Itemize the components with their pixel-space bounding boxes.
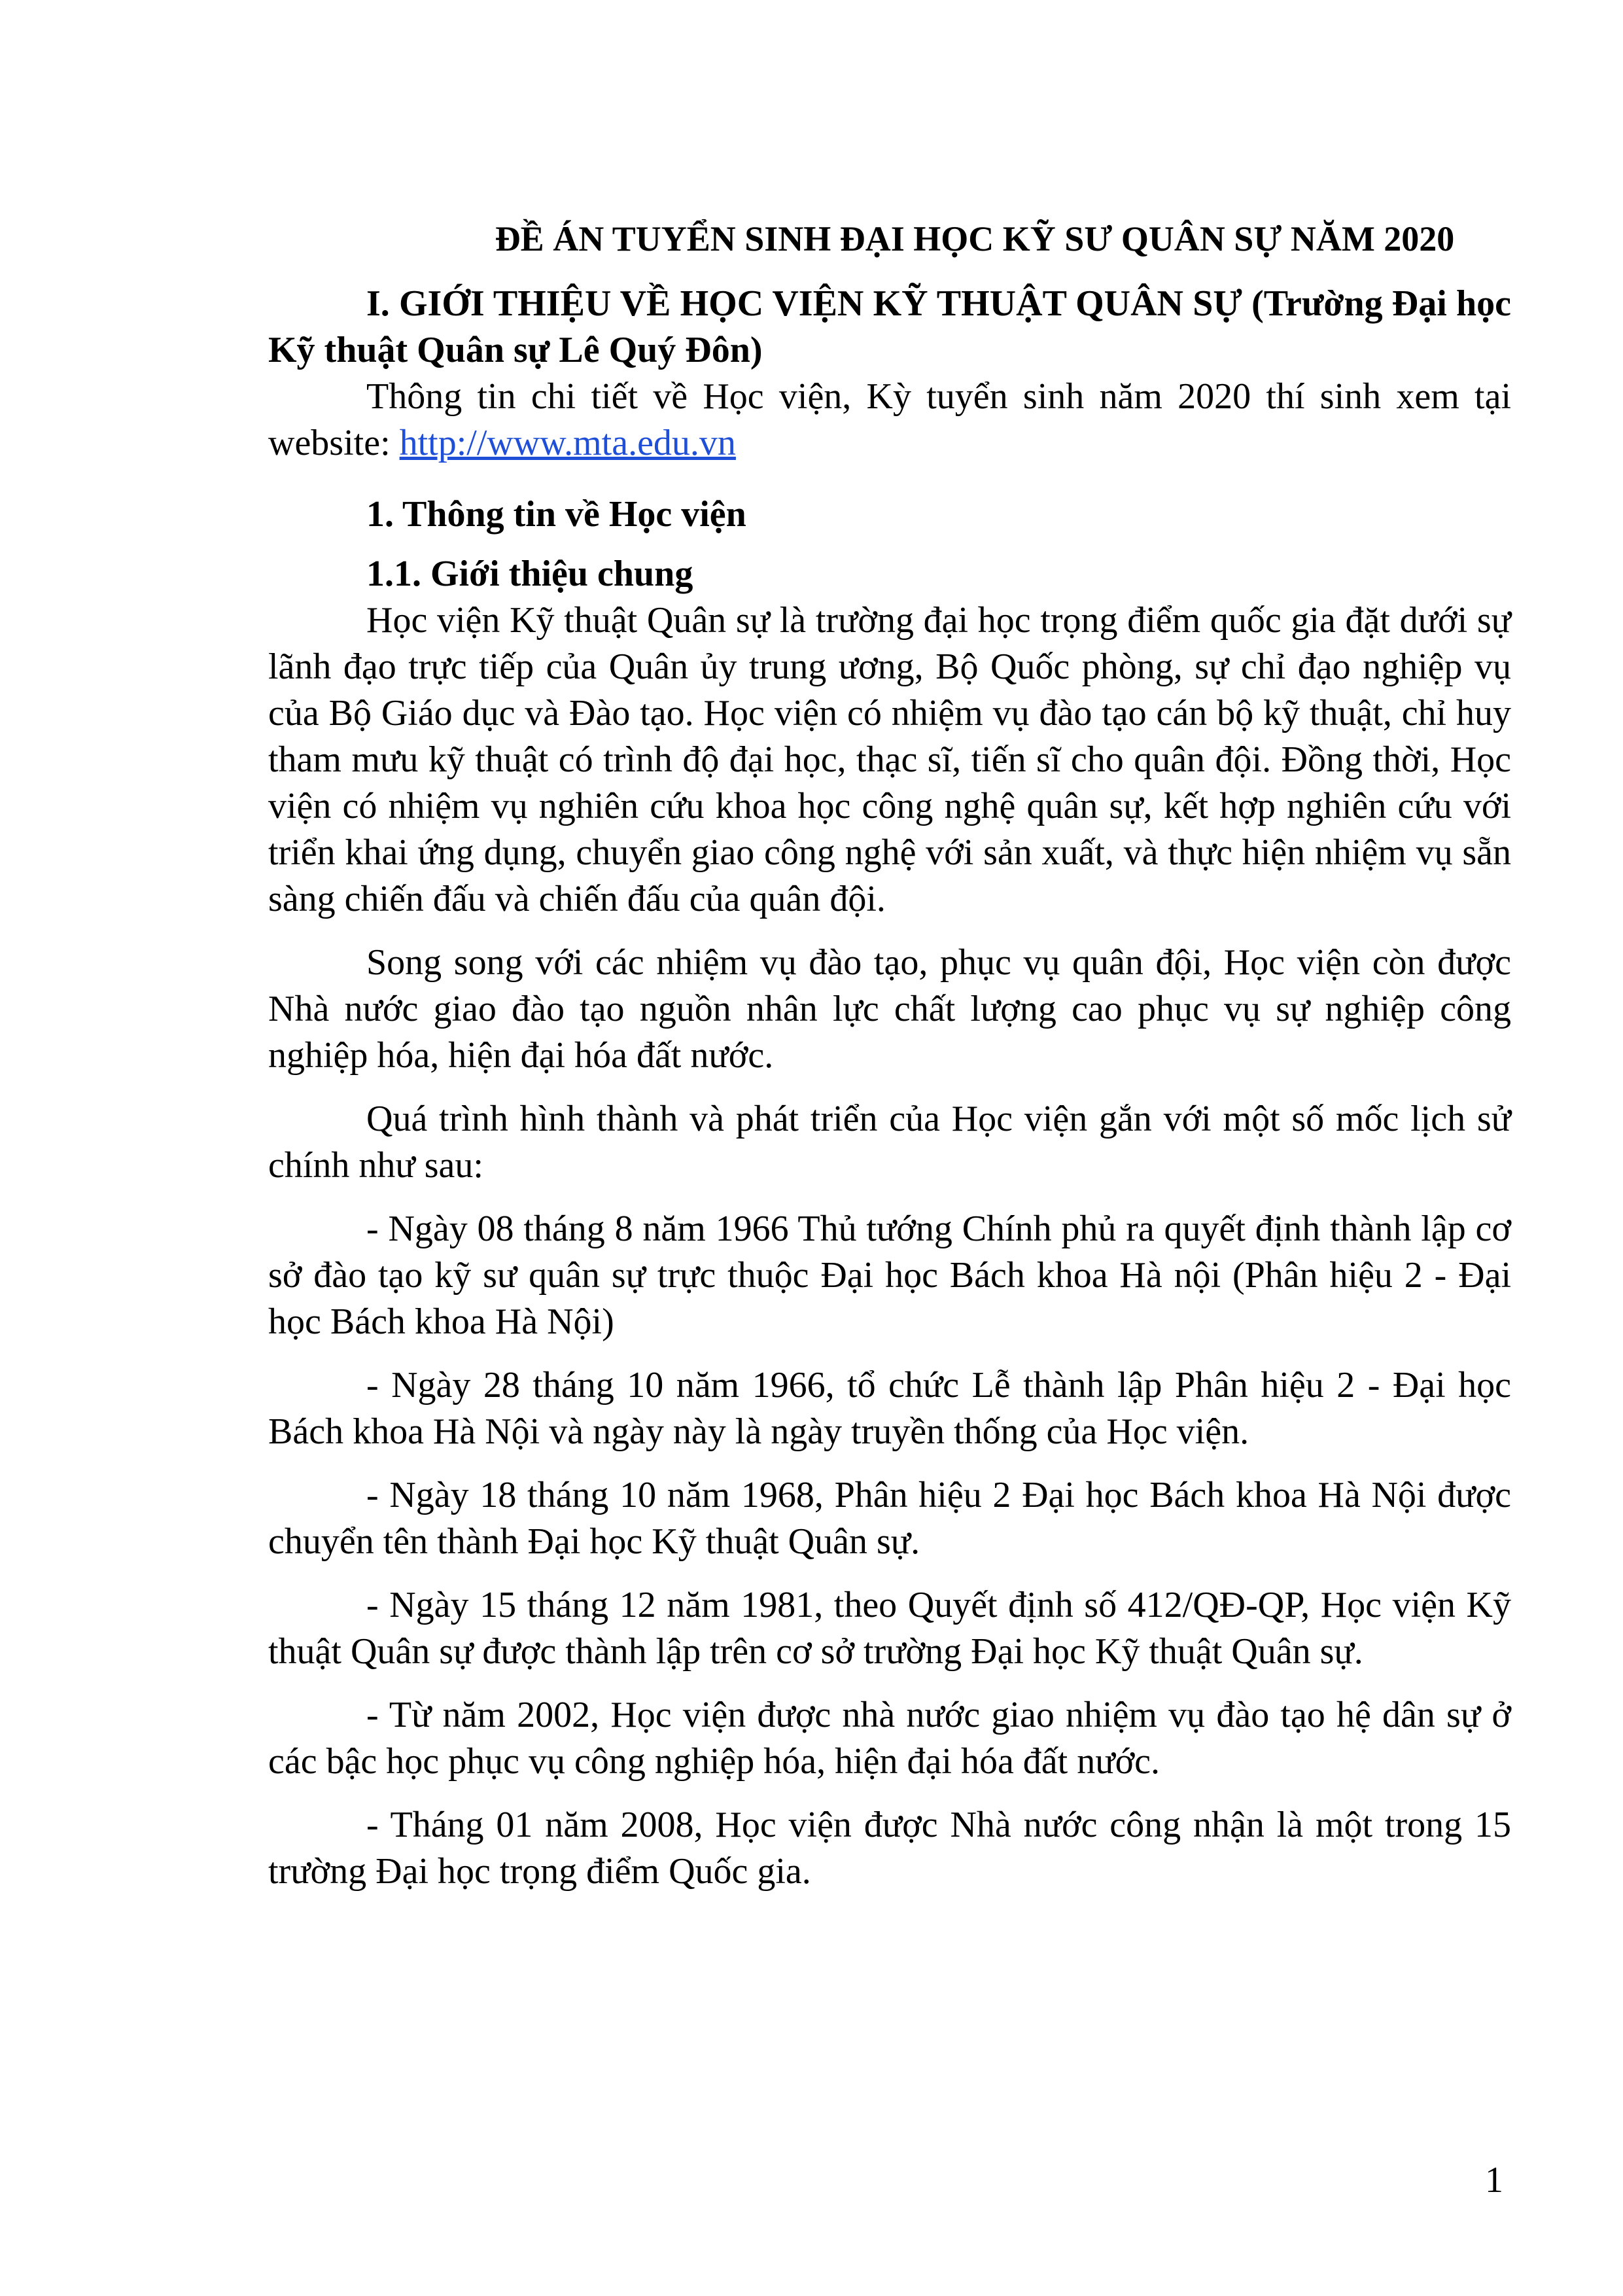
intro-paragraph xyxy=(268,374,1511,467)
paragraph-civil-training: Song song với các nhiệm vụ đào tạo, phục vụ quân đội, Học viện còn được Nhà nước giao đào tạo nguồn nhân lực chất lượng cao phục vụ sự nghiệp công nghiệp hóa, hiện đại hóa đất nước. xyxy=(268,942,1511,1076)
document-title: ĐỀ ÁN TUYỂN SINH ĐẠI HỌC KỸ SƯ QUÂN SỰ NĂM 2020 xyxy=(495,219,1455,258)
history-item-1968: - Ngày 18 tháng 10 năm 1968, Phân hiệu 2 Đại học Bách khoa Hà Nội được chuyển tên thành Đại học Kỹ thuật Quân sự. xyxy=(268,1475,1511,1562)
website-link[interactable]: http://www.mta.edu.vn xyxy=(399,423,736,463)
history-item-1966-10: - Ngày 28 tháng 10 năm 1966, tổ chức Lễ thành lập Phân hiệu 2 - Đại học Bách khoa Hà Nội và ngày này là ngày truyền thống của Học viện. xyxy=(268,1365,1511,1452)
page-number: 1 xyxy=(1485,2160,1503,2200)
document-page xyxy=(268,216,1511,1895)
heading-thong-tin-hoc-vien: 1. Thông tin về Học viện xyxy=(366,494,746,535)
paragraph-overview: Học viện Kỹ thuật Quân sự là trường đại học trọng điểm quốc gia đặt dưới sự lãnh đạo trực tiếp của Quân ủy trung ương, Bộ Quốc phòng, sự chỉ đạo nghiệp vụ của Bộ Giáo dục và Đào tạo. Học viện có nhiệm vụ đào tạo cán bộ kỹ thuật, chỉ huy tham mưu kỹ thuật có trình độ đại học, thạc sĩ, tiến sĩ cho quân đội. Đồng thời, Học viện có nhiệm vụ nghiên cứu khoa học công nghệ quân sự, kết hợp nghiên cứu với triển khai ứng dụng, chuyển giao công nghệ với sản xuất, và thực hiện nhiệm vụ sẵn sàng chiến đấu và chiến đấu của quân đội. xyxy=(268,600,1511,919)
history-item-1981: - Ngày 15 tháng 12 năm 1981, theo Quyết định số 412/QĐ-QP, Học viện Kỹ thuật Quân sự được thành lập trên cơ sở trường Đại học Kỹ thuật Quân sự. xyxy=(268,1585,1511,1672)
history-item-1966-08: - Ngày 08 tháng 8 năm 1966 Thủ tướng Chính phủ ra quyết định thành lập cơ sở đào tạo kỹ sư quân sự trực thuộc Đại học Bách khoa Hà nội (Phân hiệu 2 - Đại học Bách khoa Hà Nội) xyxy=(268,1209,1511,1342)
history-item-2008: - Tháng 01 năm 2008, Học viện được Nhà nước công nhận là một trong 15 trường Đại học trọng điểm Quốc gia. xyxy=(268,1805,1511,1892)
heading-gioi-thieu-chung: 1.1. Giới thiệu chung xyxy=(366,554,693,594)
history-item-2002: - Từ năm 2002, Học viện được nhà nước giao nhiệm vụ đào tạo hệ dân sự ở các bậc học phục vụ công nghiệp hóa, hiện đại hóa đất nước. xyxy=(268,1695,1511,1782)
section-title: I. GIỚI THIỆU VỀ HỌC VIỆN KỸ THUẬT QUÂN SỰ (Trường Đại học Kỹ thuật Quân sự Lê Quý Đôn) xyxy=(268,283,1511,370)
paragraph-history-intro: Quá trình hình thành và phát triển của Học viện gắn với một số mốc lịch sử chính như sau: xyxy=(268,1099,1511,1186)
intro-text: Thông tin chi tiết về Học viện, Kỳ tuyển sinh năm 2020 thí sinh xem tại website: xyxy=(268,376,1511,463)
